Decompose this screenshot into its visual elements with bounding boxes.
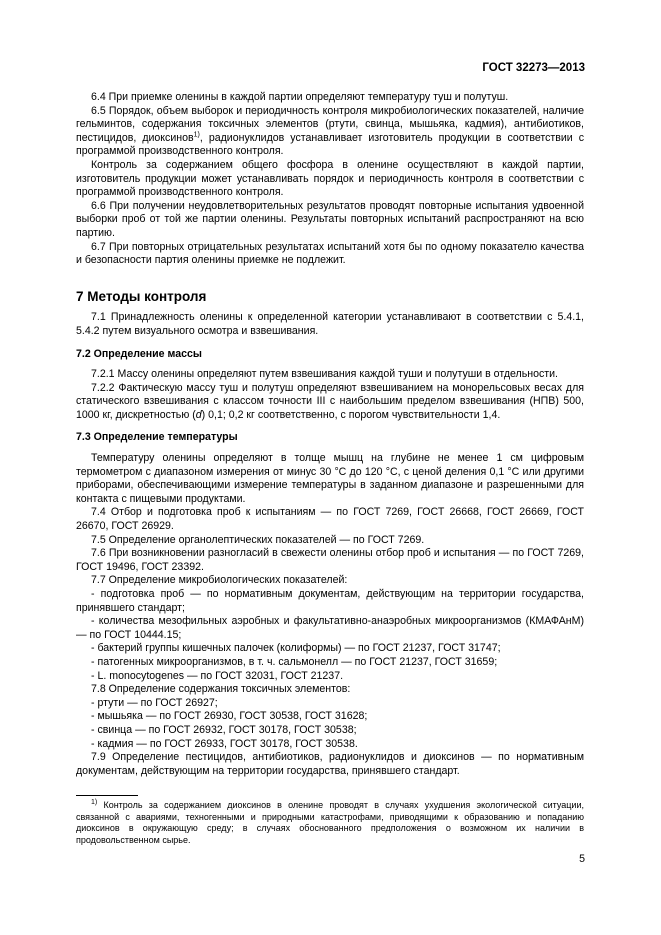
list-item: - мышьяка — по ГОСТ 26930, ГОСТ 30538, ГОСТ 31628; <box>91 710 368 723</box>
paragraph-6-7: 6.7 При повторных отрицательных результатах испытаний хотя бы по одному показателю качества и безопасности партия оленины приемке не подлежит. <box>76 240 584 267</box>
paragraph-7-2-2-text-end: ) 0,1; 0,2 кг соответственно, с порогом чувствительности 1,4. <box>201 408 501 421</box>
subsection-7-3-heading: 7.3 Определение температуры <box>76 431 238 444</box>
paragraph-7-1: 7.1 Принадлежность оленины к определенной категории устанавливают в соответствии с 5.4.1, 5.4.2 путем визуального осмотра и взвешивания. <box>76 311 584 337</box>
paragraph-6-5 <box>76 105 584 159</box>
footnote-mark: 1) <box>91 799 98 806</box>
list-item: - L. monocytogenes — по ГОСТ 32031, ГОСТ 21237. <box>91 669 344 682</box>
document-code-header: ГОСТ 32273—2013 <box>482 62 585 74</box>
page-number: 5 <box>579 853 585 865</box>
paragraph-7-8: 7.8 Определение содержания токсичных элементов: <box>91 683 351 696</box>
list-item: - подготовка проб — по нормативным документам, действующим на территории государства, принявшего стандарт; <box>76 588 584 614</box>
paragraph-7-9: 7.9 Определение пестицидов, антибиотиков, радионуклидов и диоксинов — по нормативным документам, действующим на территории государства, принявшего стандарт. <box>76 751 584 777</box>
list-item: - бактерий группы кишечных палочек (колиформы) — по ГОСТ 21237, ГОСТ 31747; <box>91 642 501 655</box>
list-item: - количества мезофильных аэробных и факультативно-анаэробных микроорганизмов (КМАФАнМ) — по ГОСТ 10444.15; <box>76 615 584 641</box>
paragraph-6-6: 6.6 При получении неудовлетворительных результатов проводят повторные испытания удвоенной выборки проб от той же партии оленины. Результаты повторных испытаний распространяют на всю партию. <box>76 199 584 239</box>
paragraph-6-5-text-end: , радионуклидов устанавливает изготовитель продукции в соответствии с программой производственного контроля. <box>76 131 584 158</box>
paragraph-7-4: 7.4 Отбор и подготовка проб к испытаниям — по ГОСТ 7269, ГОСТ 26668, ГОСТ 26669, ГОСТ 26670, ГОСТ 26929. <box>76 506 584 533</box>
paragraph-7-7: 7.7 Определение микробиологических показателей: <box>91 574 348 587</box>
paragraph-phosphorus: Контроль за содержанием общего фосфора в оленине осуществляют в каждой партии, изготовитель продукции может устанавливать порядок и периодичность контроля в соответствии с программой производственного контроля. <box>76 158 584 199</box>
footnote <box>76 800 584 846</box>
footnote-text: Контроль за содержанием диоксинов в оленине проводят в случаях ухудшения экологической ситуации, связанной с авариями, техногенными и природными катастрофами, приводящими к образованию и попаданию диоксинов в окружающую среду; в случаях обоснованного предположения о возможном их наличии в продовольственном сырье. <box>76 800 584 845</box>
page-body <box>76 91 584 778</box>
footnote-reference: 1) <box>193 131 200 139</box>
paragraph-7-3: Температуру оленины определяют в толще мышц на глубине не менее 1 см цифровым термометром с диапазоном измерения от минус 30 °С до 120 °С, с ценой деления 0,1 °С или другими приборами, обеспечивающими измерение температуры в заданном диапазоне и разрешенными для контакта с пищевыми продуктами. <box>76 452 584 505</box>
list-item: - свинца — по ГОСТ 26932, ГОСТ 30178, ГОСТ 30538; <box>91 723 357 736</box>
paragraph-7-2-1: 7.2.1 Массу оленины определяют путем взвешивания каждой туши и полутуши в отдельности. <box>91 368 558 381</box>
paragraph-7-6: 7.6 При возникновении разногласий в свежести оленины отбор проб и испытания — по ГОСТ 7269, ГОСТ 19496, ГОСТ 23392. <box>76 547 584 573</box>
subsection-7-2-heading: 7.2 Определение массы <box>76 347 202 360</box>
section-7-heading: 7 Методы контроля <box>76 288 207 304</box>
footnote-divider <box>76 795 138 796</box>
discreteness-symbol: d <box>195 408 202 421</box>
paragraph-6-5-text: 6.5 Порядок, объем выборок и периодичность контроля микробиологических показателей, наличие гельминтов, содержания токсичных элементов (ртути, свинца, мышьяка, кадмия), антибиотиков, пестицидов, диоксинов <box>76 104 584 144</box>
paragraph-7-2-2 <box>76 382 584 423</box>
paragraph-6-4: 6.4 При приемке оленины в каждой партии определяют температуру туш и полутуш. <box>91 91 509 103</box>
list-item: - кадмия — по ГОСТ 26933, ГОСТ 30178, ГОСТ 30538. <box>91 737 358 750</box>
paragraph-7-2-2-text: 7.2.2 Фактическую массу туш и полутуш определяют взвешиванием на монорельсовых весах для статического взвешивания с классом точности III с наибольшим пределом взвешивания (НПВ) 500, 1000 кг, дискретностью ( <box>76 381 584 421</box>
list-item: - ртути — по ГОСТ 26927; <box>91 696 218 709</box>
list-item: - патогенных микроорганизмов, в т. ч. сальмонелл — по ГОСТ 21237, ГОСТ 31659; <box>91 655 498 668</box>
paragraph-7-5: 7.5 Определение органолептических показателей — по ГОСТ 7269. <box>91 533 425 546</box>
